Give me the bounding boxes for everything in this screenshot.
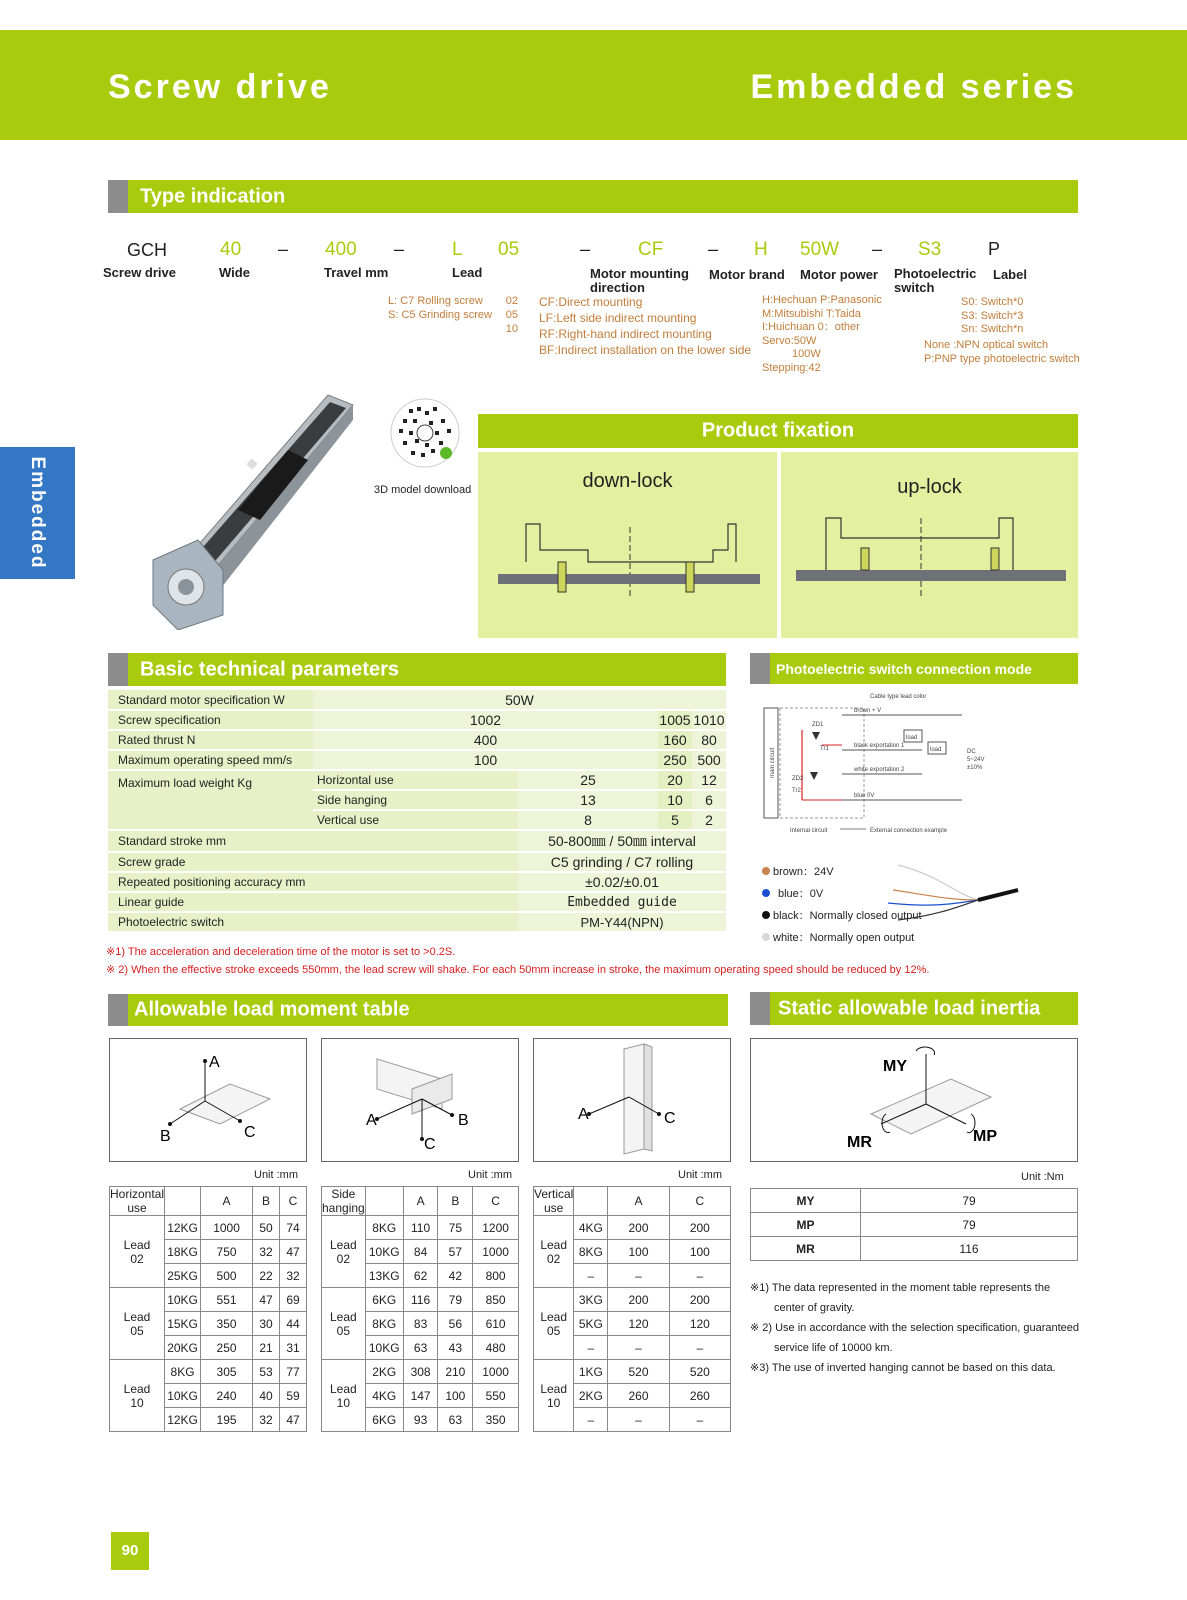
table-row: Maximum operating speed mm/s 100 250 500 <box>108 750 726 770</box>
table-row: Lead 02 4KG 200 200 <box>534 1216 731 1240</box>
code-travel: 400 <box>325 239 357 260</box>
axis-label: C <box>424 1136 436 1153</box>
code-brand: H <box>754 239 768 260</box>
axis-label: A <box>578 1106 589 1123</box>
side-moment-table: Side hanging A B C Lead 02 8KG 110 75 1200 10KG 84 57 1000 13KG 62 42 800 Lead 05 6KG 116 79 850 8KG 83 56 610 10KG 63 43 480 Lead 10 2KG 308 210 1000 4KG 147 100 550 6KG 93 63 350 <box>321 1186 519 1432</box>
down-lock-panel <box>478 452 777 638</box>
down-lock-diagram <box>478 452 777 638</box>
inertia-header <box>750 992 1078 1025</box>
code-lead: 05 <box>498 239 520 260</box>
table-row: 13KG 62 42 800 <box>322 1264 519 1288</box>
axis-label: A <box>366 1112 377 1129</box>
table-row: 10KG 240 40 59 <box>110 1384 307 1408</box>
mounting-note: CF:Direct mounting <box>539 295 643 309</box>
mounting-note: LF:Left side indirect mounting <box>539 311 697 325</box>
unit-label: Unit :mm <box>468 1169 512 1181</box>
circuit-label: Internal circuit <box>790 828 828 834</box>
table-row: 4KG 147 100 550 <box>322 1384 519 1408</box>
circuit-diagram <box>762 690 988 840</box>
section-title: Basic technical parameters <box>140 658 400 680</box>
product-image <box>148 390 363 630</box>
table-row: 15KG 350 30 44 <box>110 1312 307 1336</box>
header-right-title: Embedded series <box>750 68 1077 106</box>
brand-note: I:Huichuan 0：other <box>762 321 860 333</box>
circuit-label: black exportation 1 <box>854 743 905 749</box>
screw-icon <box>246 458 257 469</box>
table-row: 12KG 195 32 47 <box>110 1408 307 1432</box>
circuit-label: load <box>906 735 918 741</box>
axis-label: MP <box>973 1128 997 1145</box>
circuit-label: Tr2 <box>792 788 801 794</box>
table-row: Linear guide Embedded guide <box>108 892 726 912</box>
label-screw-drive: Screw drive <box>103 265 176 280</box>
table-row: 18KG 750 32 47 <box>110 1240 307 1264</box>
axis-label: A <box>209 1054 220 1071</box>
up-lock-diagram <box>781 452 1078 638</box>
side-tab-label: Embedded <box>27 456 48 570</box>
vertical-moment-table: Vertical use A C Lead 02 4KG 200 200 8KG 100 100 – – – Lead 05 3KG 200 200 5KG 120 120 – – – Lead 10 1KG 520 520 2KG 260 260 – – – <box>533 1186 731 1432</box>
table-row: Rated thrust N 400 160 80 <box>108 730 726 750</box>
circuit-label: white exportation 2 <box>854 767 905 773</box>
table-row: Standard stroke mm 50-800㎜ / 50㎜ interval <box>108 830 726 852</box>
unit-label: Unit :mm <box>254 1169 298 1181</box>
section-title: Allowable load moment table <box>134 998 410 1021</box>
lead-value: 10 <box>505 323 518 335</box>
table-row: Screw grade C5 grinding / C7 rolling <box>108 852 726 872</box>
wire-item: white：Normally open output <box>762 927 922 949</box>
code-dash: – <box>708 239 719 259</box>
table-row: Vertical use 8 5 2 <box>108 810 726 830</box>
label-label: Label <box>993 267 1027 282</box>
switch-note: S0: Switch*0 <box>961 296 1024 308</box>
table-row: Lead 10 2KG 308 210 1000 <box>322 1360 519 1384</box>
code-lead-type: L <box>452 239 463 260</box>
page-number: 90 <box>111 1532 149 1570</box>
circuit-label: External connection example <box>870 828 948 834</box>
label-mounting: Motor mounting direction <box>590 266 689 295</box>
circuit-label: main circuit <box>770 747 776 778</box>
up-lock-label: up-lock <box>897 476 962 498</box>
table-row: 6KG 93 63 350 <box>322 1408 519 1432</box>
code-mounting: CF <box>638 239 664 260</box>
lead-note: S: C5 Grinding screw <box>388 309 492 321</box>
table-row: 8KG 83 56 610 <box>322 1312 519 1336</box>
table-row: Maximum load weight Kg Horizontal use 25 20 12 <box>108 770 726 790</box>
code-wide: 40 <box>220 239 242 260</box>
circuit-label: brown + V <box>854 708 882 714</box>
code-power: 50W <box>800 239 840 260</box>
inertia-diagram <box>750 1038 1078 1162</box>
side-axis-diagram <box>321 1038 519 1162</box>
product-fixation-header <box>478 414 1078 448</box>
table-row: Lead 10 8KG 305 53 77 <box>110 1360 307 1384</box>
lead-value: 02 <box>505 295 518 307</box>
section-title: Photoelectric switch connection mode <box>776 660 1032 677</box>
basic-params-table <box>108 690 726 933</box>
table-row: MP 79 <box>751 1213 1078 1237</box>
basic-note-1: ※1) The acceleration and deceleration time of the motor is set to >0.2S. <box>106 946 456 958</box>
mounting-note: BF:Indirect installation on the lower side <box>539 343 752 357</box>
wire-item: blue：0V <box>762 883 922 905</box>
label-lead: Lead <box>452 265 483 280</box>
photo-switch-header <box>750 653 1078 684</box>
label-travel: Travel mm <box>324 265 389 280</box>
table-row: Repeated positioning accuracy mm ±0.02/±0.01 <box>108 872 726 892</box>
axis-label: B <box>160 1128 171 1145</box>
table-row: Screw specification 1002 1005 1010 <box>108 710 726 730</box>
unit-label: Unit :Nm <box>1021 1171 1064 1183</box>
code-switch: S3 <box>918 239 942 260</box>
switch-note: None :NPN optical switch <box>924 339 1049 351</box>
section-title: Product fixation <box>701 419 855 442</box>
wire-item: black：Normally closed output <box>762 905 922 927</box>
lead-note: L: C7 Rolling screw <box>388 295 483 307</box>
code-dash: – <box>394 239 405 259</box>
axis-label: MR <box>847 1134 872 1151</box>
qr-label: 3D model download <box>374 484 472 496</box>
table-row: MR 116 <box>751 1237 1078 1261</box>
type-indication-header <box>108 180 1078 213</box>
cable-image <box>878 855 1028 925</box>
code-label: P <box>988 239 1001 259</box>
table-row: 8KG 100 100 <box>534 1240 731 1264</box>
basic-params-header <box>108 653 726 686</box>
unit-label: Unit :mm <box>678 1169 722 1181</box>
mounting-note: RF:Right-hand indirect mounting <box>539 327 712 341</box>
inertia-notes: ※1) The data represented in the moment table represents the center of gravity. ※ 2) Use in accordance with the selection specification, guaranteed service life of 10000 km. ※3) The use of inverted hanging cannot be based on this data. <box>750 1282 1080 1374</box>
code-dash: – <box>580 239 591 259</box>
circuit-label: ZD1 <box>812 722 824 728</box>
axis-label: B <box>458 1112 469 1129</box>
code-gch: GCH <box>127 240 167 260</box>
switch-note: P:PNP type photoelectric switch <box>924 352 1080 365</box>
inertia-table <box>750 1188 1078 1261</box>
down-lock-label: down-lock <box>582 470 673 492</box>
vertical-axis-diagram <box>533 1038 731 1162</box>
qr-code-icon <box>389 397 461 469</box>
switch-note: S3: Switch*3 <box>961 309 1024 322</box>
table-row: 5KG 120 120 <box>534 1312 731 1336</box>
table-row: Lead 10 1KG 520 520 <box>534 1360 731 1384</box>
lead-value: 05 <box>505 309 518 321</box>
table-row: 25KG 500 22 32 <box>110 1264 307 1288</box>
circuit-label: Tr1 <box>820 746 829 752</box>
brand-note: 100W <box>792 348 821 360</box>
section-title: Static allowable load inertia <box>778 997 1041 1019</box>
table-row: – – – <box>534 1408 731 1432</box>
circuit-label: ZD2 <box>792 776 804 782</box>
label-brand: Motor brand <box>709 267 785 282</box>
wire-item: brown：24V <box>762 861 922 883</box>
switch-note: Sn: Switch*n <box>961 323 1024 335</box>
table-row: Lead 05 10KG 551 47 69 <box>110 1288 307 1312</box>
label-switch: Photoelectric switch <box>894 266 977 295</box>
table-row: Side hanging 13 10 6 <box>108 790 726 810</box>
header-left-title: Screw drive <box>108 68 332 106</box>
brand-note: Servo:50W <box>762 334 817 347</box>
circuit-label: ±10% <box>967 765 983 771</box>
moment-table-header <box>108 994 728 1026</box>
basic-note-2: ※ 2) When the effective stroke exceeds 550mm, the lead screw will shake. For each 50mm increase in stroke, the maximum operating speed should be reduced by 12%. <box>106 964 930 976</box>
side-tab[interactable] <box>0 447 75 579</box>
code-dash: – <box>872 239 883 259</box>
table-row: Standard motor specification W 50W <box>108 690 726 710</box>
circuit-label: DC <box>967 749 976 755</box>
horizontal-moment-table: Horizontal use A B C Lead 02 12KG 1000 50 74 18KG 750 32 47 25KG 500 22 32 Lead 05 10KG 551 47 69 15KG 350 30 44 20KG 250 21 31 Lead 10 8KG 305 53 77 10KG 240 40 59 12KG 195 32 47 <box>109 1186 307 1432</box>
brand-note: H:Hechuan P:Panasonic <box>762 294 882 306</box>
table-row: 10KG 84 57 1000 <box>322 1240 519 1264</box>
table-row: 2KG 260 260 <box>534 1384 731 1408</box>
table-row: MY 79 <box>751 1189 1078 1213</box>
table-row: Lead 02 12KG 1000 50 74 <box>110 1216 307 1240</box>
table-row: Lead 05 6KG 116 79 850 <box>322 1288 519 1312</box>
axis-label: C <box>244 1124 256 1141</box>
circuit-label: Cable type lead color <box>870 694 927 700</box>
axis-label: C <box>664 1110 676 1127</box>
circuit-label: load <box>930 747 942 753</box>
table-row: Lead 05 3KG 200 200 <box>534 1288 731 1312</box>
table-row: Lead 02 8KG 110 75 1200 <box>322 1216 519 1240</box>
horizontal-axis-diagram <box>109 1038 307 1162</box>
section-title: Type indication <box>140 185 286 207</box>
brand-note: Stepping:42 <box>762 361 821 374</box>
label-power: Motor power <box>800 267 878 282</box>
label-wide: Wide <box>219 265 250 280</box>
header-banner <box>0 30 1187 140</box>
up-lock-panel <box>781 452 1078 638</box>
circuit-label: blue 0V <box>854 793 875 799</box>
table-row: – – – <box>534 1264 731 1288</box>
circuit-label: 5~24V <box>967 757 985 763</box>
table-row: 10KG 63 43 480 <box>322 1336 519 1360</box>
table-row: Photoelectric switch PM-Y44(NPN) <box>108 912 726 932</box>
brand-note: M:Mitsubishi T:Taida <box>762 307 861 320</box>
axis-label: MY <box>883 1058 907 1075</box>
table-row: 20KG 250 21 31 <box>110 1336 307 1360</box>
table-row: – – – <box>534 1336 731 1360</box>
code-dash: – <box>278 239 289 259</box>
